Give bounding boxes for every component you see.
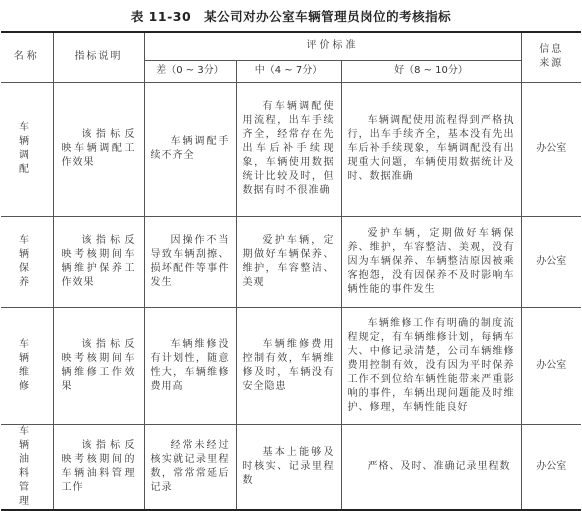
row-desc: 该指标反映考核期间车辆维护保养工作效果 [53,216,144,307]
table-title: 表 11-30 某公司对办公室车辆管理员岗位的考核指标 [130,9,452,24]
header-row [1,32,581,60]
row-desc: 该指标反映考核期间的车辆油料管理工作 [53,424,144,510]
row-source: 办公室 [521,82,581,216]
row-desc: 该指标反映车辆调配工作效果 [53,82,144,216]
row-name: 车辆维修 [1,307,53,424]
row-bad: 经常未经过核实就记录里程数，常常常延后记录 [144,424,236,510]
table-row [1,216,581,307]
row-name: 车辆保养 [1,216,53,307]
row-good: 车辆维修工作有明确的制度流程规定，有车辆维修计划，每辆车大、中修记录清楚，公司车辆维修费用控制有效，没有因为平时保养工作不到位给车辆性能带来严重影响的事件，车辆出现问题能及时维护、修理，车辆性能良好 [341,307,521,424]
row-mid: 有车辆调配使用流程，出车手续齐全，经常存在先出车后补手续现象，车辆使用数据统计比较及时，但数据有时不很准确 [236,82,341,216]
row-source: 办公室 [521,424,581,510]
header-criteria: 评价标准 [144,32,521,60]
row-source: 办公室 [521,307,581,424]
row-bad: 车辆调配手续不齐全 [144,82,236,216]
header-good: 好（8 ~ 10分） [341,60,521,82]
table-row [1,82,581,216]
row-source: 办公室 [521,216,581,307]
row-good: 严格、及时、准确记录里程数 [341,424,521,510]
assessment-table [1,31,581,511]
row-name: 车辆油料管理 [1,424,53,510]
row-bad: 车辆维修没有计划性，随意性大，车辆维修费用高 [144,307,236,424]
table-row [1,424,581,510]
row-mid: 车辆维修费用控制有效，车辆维修及时，车辆没有安全隐患 [236,307,341,424]
row-good: 爱护车辆，定期做好车辆保养、维护，车容整洁、美观，没有因为车辆保养、车辆整洁原因被乘客抱怨，没有因保养不及时影响车辆性能的事件发生 [341,216,521,307]
header-bad: 差（0 ~ 3分） [144,60,236,82]
row-name: 车辆调配 [1,82,53,216]
row-mid: 基本上能够及时核实、记录里程数 [236,424,341,510]
header-source: 信息来源 [521,32,581,82]
header-mid: 中（4 ~ 7分） [236,60,341,82]
row-good: 车辆调配使用流程得到严格执行，出车手续齐全，基本没有先出车后补手续现象，车辆调配没有出现重大问题，车辆使用数据统计及时、数据准确 [341,82,521,216]
header-desc: 指标说明 [53,32,144,82]
header-name: 名称 [1,32,53,82]
row-mid: 爱护车辆，定期做好车辆保养、维护，车容整洁、美观 [236,216,341,307]
table-row [1,307,581,424]
row-bad: 因操作不当导致车辆刮擦、损坏配件等事件发生 [144,216,236,307]
row-desc: 该指标反映考核期间车辆维修工作效果 [53,307,144,424]
